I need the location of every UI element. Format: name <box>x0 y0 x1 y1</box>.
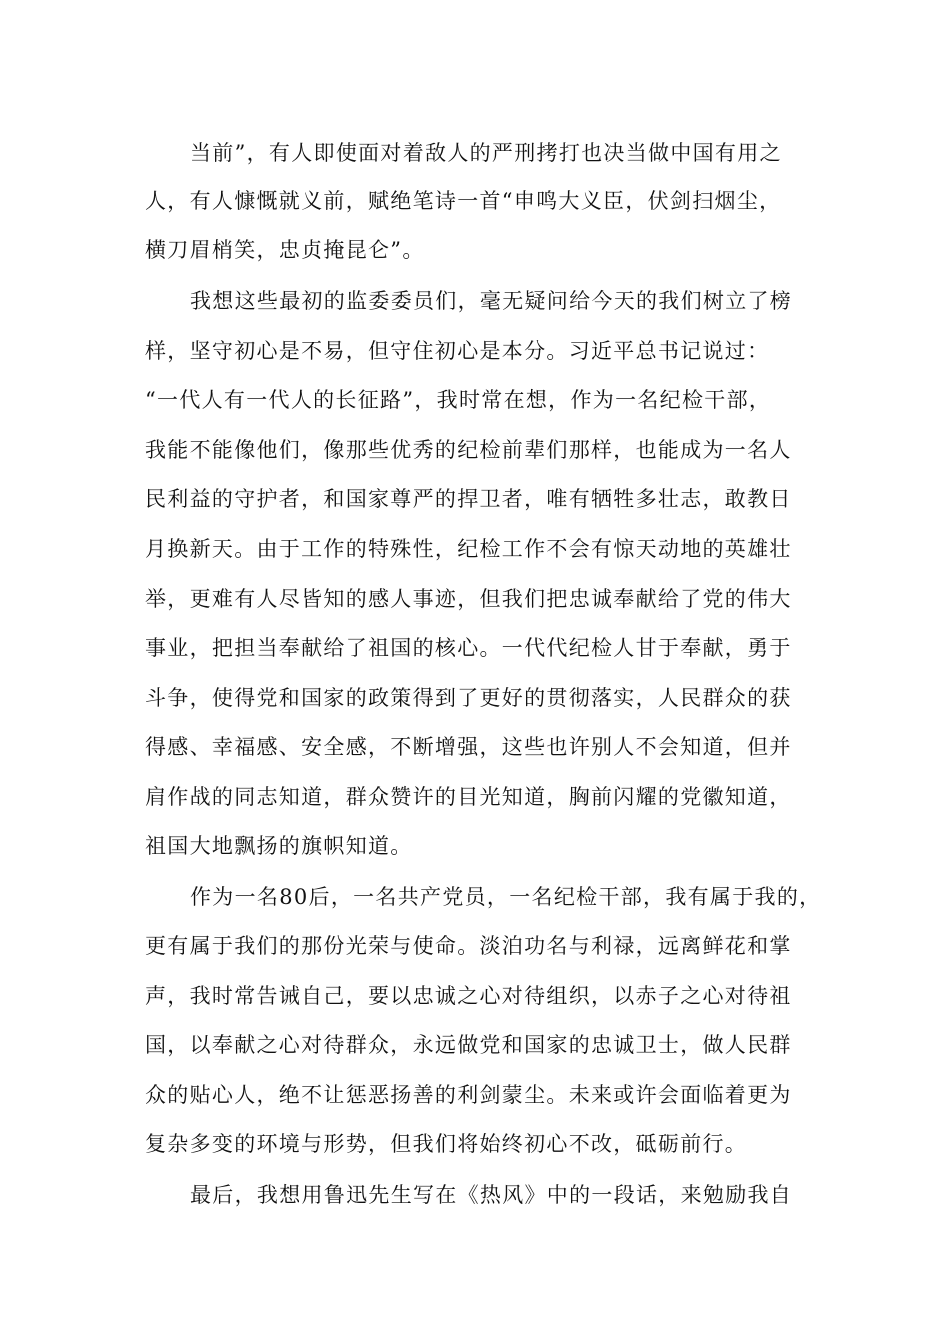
text-line: 得感、幸福感、安全感，不断增强，这些也许别人不会知道，但并 <box>145 735 792 759</box>
text-line: 祖国大地飘扬的旗帜知道。 <box>145 834 413 858</box>
text-line: “一代人有一代人的长征路”，我时常在想，作为一名纪检干部， <box>145 388 772 412</box>
text-line: 横刀眉梢笑，忠贞掩昆仑”。 <box>145 238 425 262</box>
text-line: 事业，把担当奉献给了祖国的核心。一代代纪检人甘于奉献，勇于 <box>145 636 792 660</box>
text-line: 最后，我想用鲁迅先生写在《热风》中的一段话，来勉励我自 <box>190 1183 793 1207</box>
text-line: 肩作战的同志知道，群众赞许的目光知道，胸前闪耀的党徽知道， <box>145 785 792 809</box>
text-line: 民利益的守护者，和国家尊严的捍卫者，唯有牺牲多壮志，敢教日 <box>145 487 792 511</box>
text-line: 样，坚守初心是不易，但守住初心是本分。习近平总书记说过： <box>145 339 770 363</box>
text-line: 月换新天。由于工作的特殊性，纪检工作不会有惊天动地的英雄壮 <box>145 537 792 561</box>
text-line: 作为一名80后，一名共产党员，一名纪检干部，我有属于我的， <box>190 885 822 909</box>
text-line: 我能不能像他们，像那些优秀的纪检前辈们那样，也能成为一名人 <box>145 438 792 462</box>
text-line: 人，有人慷慨就义前，赋绝笔诗一首“申鸣大义臣，伏剑扫烟尘， <box>145 189 782 213</box>
text-line: 众的贴心人，绝不让惩恶扬善的利剑蒙尘。未来或许会面临着更为 <box>145 1083 792 1107</box>
text-line: 斗争，使得党和国家的政策得到了更好的贯彻落实，人民群众的获 <box>145 686 792 710</box>
text-line: 复杂多变的环境与形势，但我们将始终初心不改，砥砺前行。 <box>145 1132 748 1156</box>
text-line: 国，以奉献之心对待群众，永远做党和国家的忠诚卫士，做人民群 <box>145 1033 792 1057</box>
text-line: 更有属于我们的那份光荣与使命。淡泊功名与利禄，远离鲜花和掌 <box>145 934 792 958</box>
text-line: 我想这些最初的监委委员们，毫无疑问给今天的我们树立了榜 <box>190 289 793 313</box>
text-line: 声，我时常告诫自己，要以忠诚之心对待组织，以赤子之心对待祖 <box>145 984 792 1008</box>
text-line: 当前”，有人即使面对着敌人的严刑拷打也决当做中国有用之 <box>190 141 782 165</box>
text-line: 举，更难有人尽皆知的感人事迹，但我们把忠诚奉献给了党的伟大 <box>145 587 792 611</box>
